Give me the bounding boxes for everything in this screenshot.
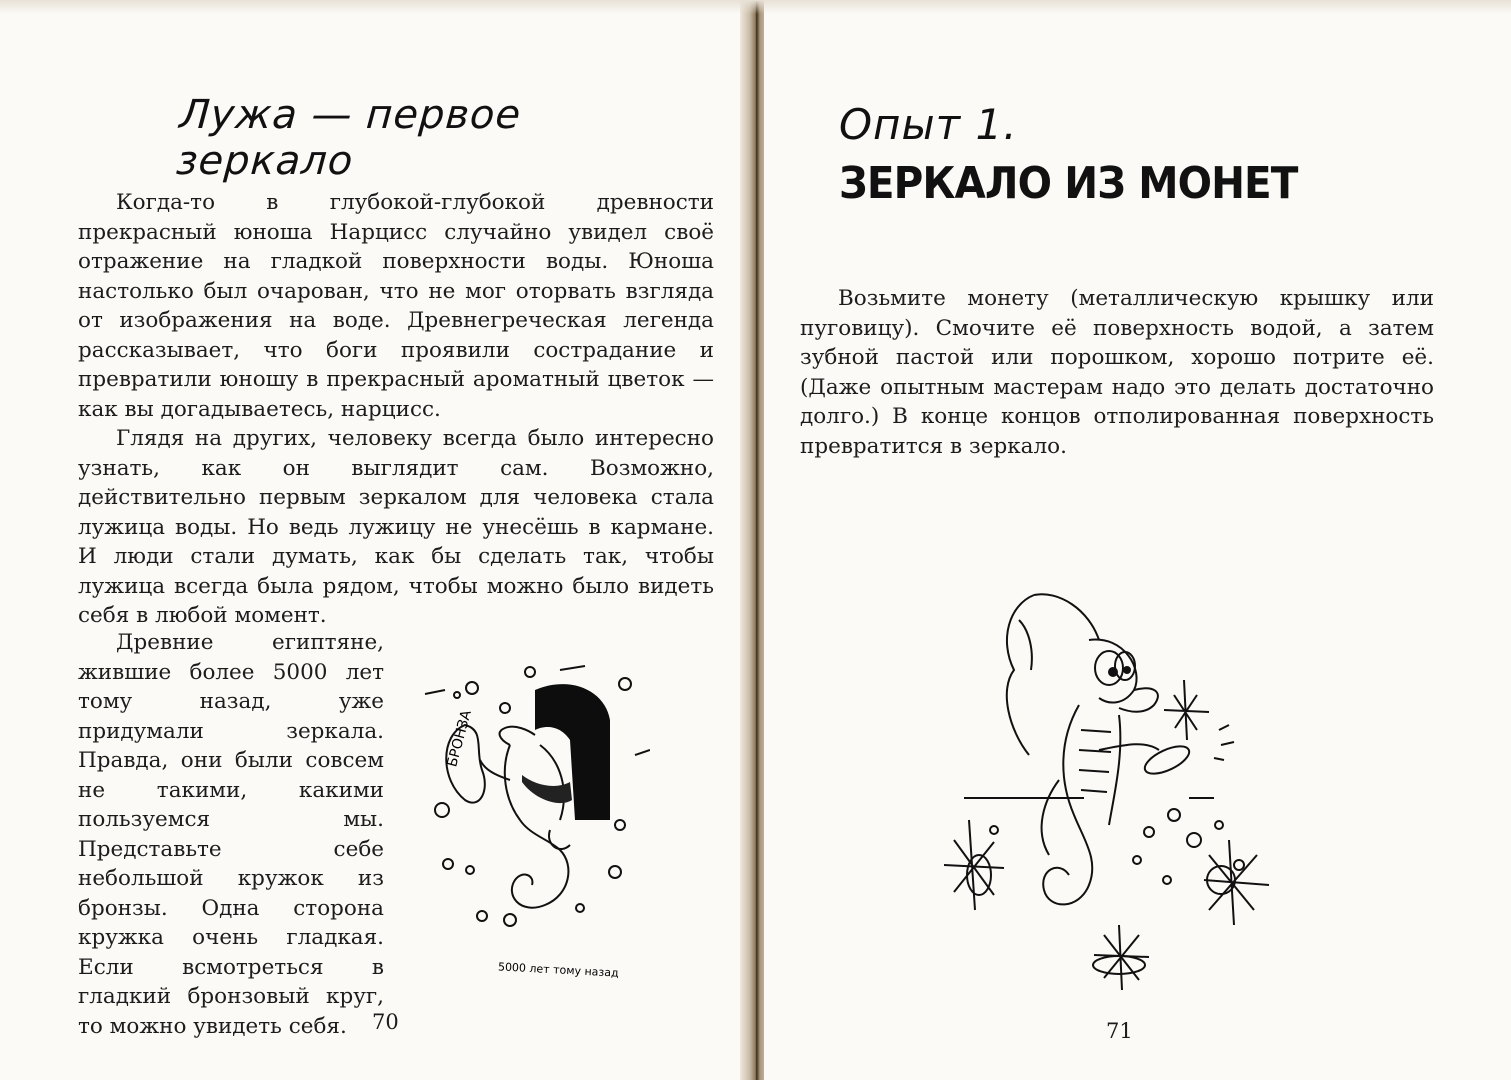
right-page-title-line2: ЗЕРКАЛО ИЗ МОНЕТ	[839, 158, 1298, 209]
right-page-title-line1: Опыт 1.	[839, 100, 1018, 149]
egyptian-seahorse-illustration	[410, 650, 650, 980]
paragraph: Возьмите монету (металлическую крышку или пуговицу). Смочите её поверхность водой, а затем зубной пастой или порошком, хорошо потрите её. (Даже опытным мастерам надо это делать достаточно долго.) В конце концов отполированная поверхность превратится в зеркало.	[800, 286, 1434, 459]
page-number-left: 70	[372, 1010, 399, 1034]
paragraph: Когда-то в глубокой-глубокой древности прекрасный юноша Нарцисс случайно увидел своё отражение на гладкой поверхности воды. Юноша настолько был очарован, что не мог оторвать взгляда от изображения на воде. Древнегреческая легенда рассказывает, что боги проявили сострадание и превратили юношу в прекрасный ароматный цветок — как вы догадываетесь, нарцисс.	[78, 190, 714, 422]
paragraph: Древние египтяне, жившие более 5000 лет тому назад, уже придумали зеркала. Правда, они были совсем не такими, какими пользуемся мы. Представьте себе небольшой кружок из бронзы. Одна сторона кружка очень гладкая. Если всмотреться в гладкий бронзовый круг, то можно увидеть себя.	[78, 630, 384, 1039]
left-page-body	[78, 188, 714, 631]
illustration-caption: 5000 лет тому назад	[497, 960, 619, 980]
left-page-narrow-text	[78, 628, 384, 1041]
right-page	[764, 0, 1511, 1080]
paragraph: Глядя на других, человеку всегда было интересно узнать, как он выглядит сам. Возможно, действительно первым зеркалом для человека стала лужица воды. Но ведь лужицу не унесёшь в кармане. И люди стали думать, как бы сделать так, чтобы лужица всегда была рядом, чтобы можно было видеть себя в любой момент.	[78, 426, 714, 628]
mirror-label: БРОНЗА	[444, 708, 475, 769]
page-number-right: 71	[1106, 1019, 1133, 1043]
left-page-title: Лужа — первое зеркало	[174, 92, 523, 184]
right-page-body	[800, 284, 1434, 461]
left-page	[0, 0, 748, 1080]
top-shadow	[0, 0, 1511, 14]
seahorse-polishing-coin-illustration	[939, 580, 1299, 1000]
